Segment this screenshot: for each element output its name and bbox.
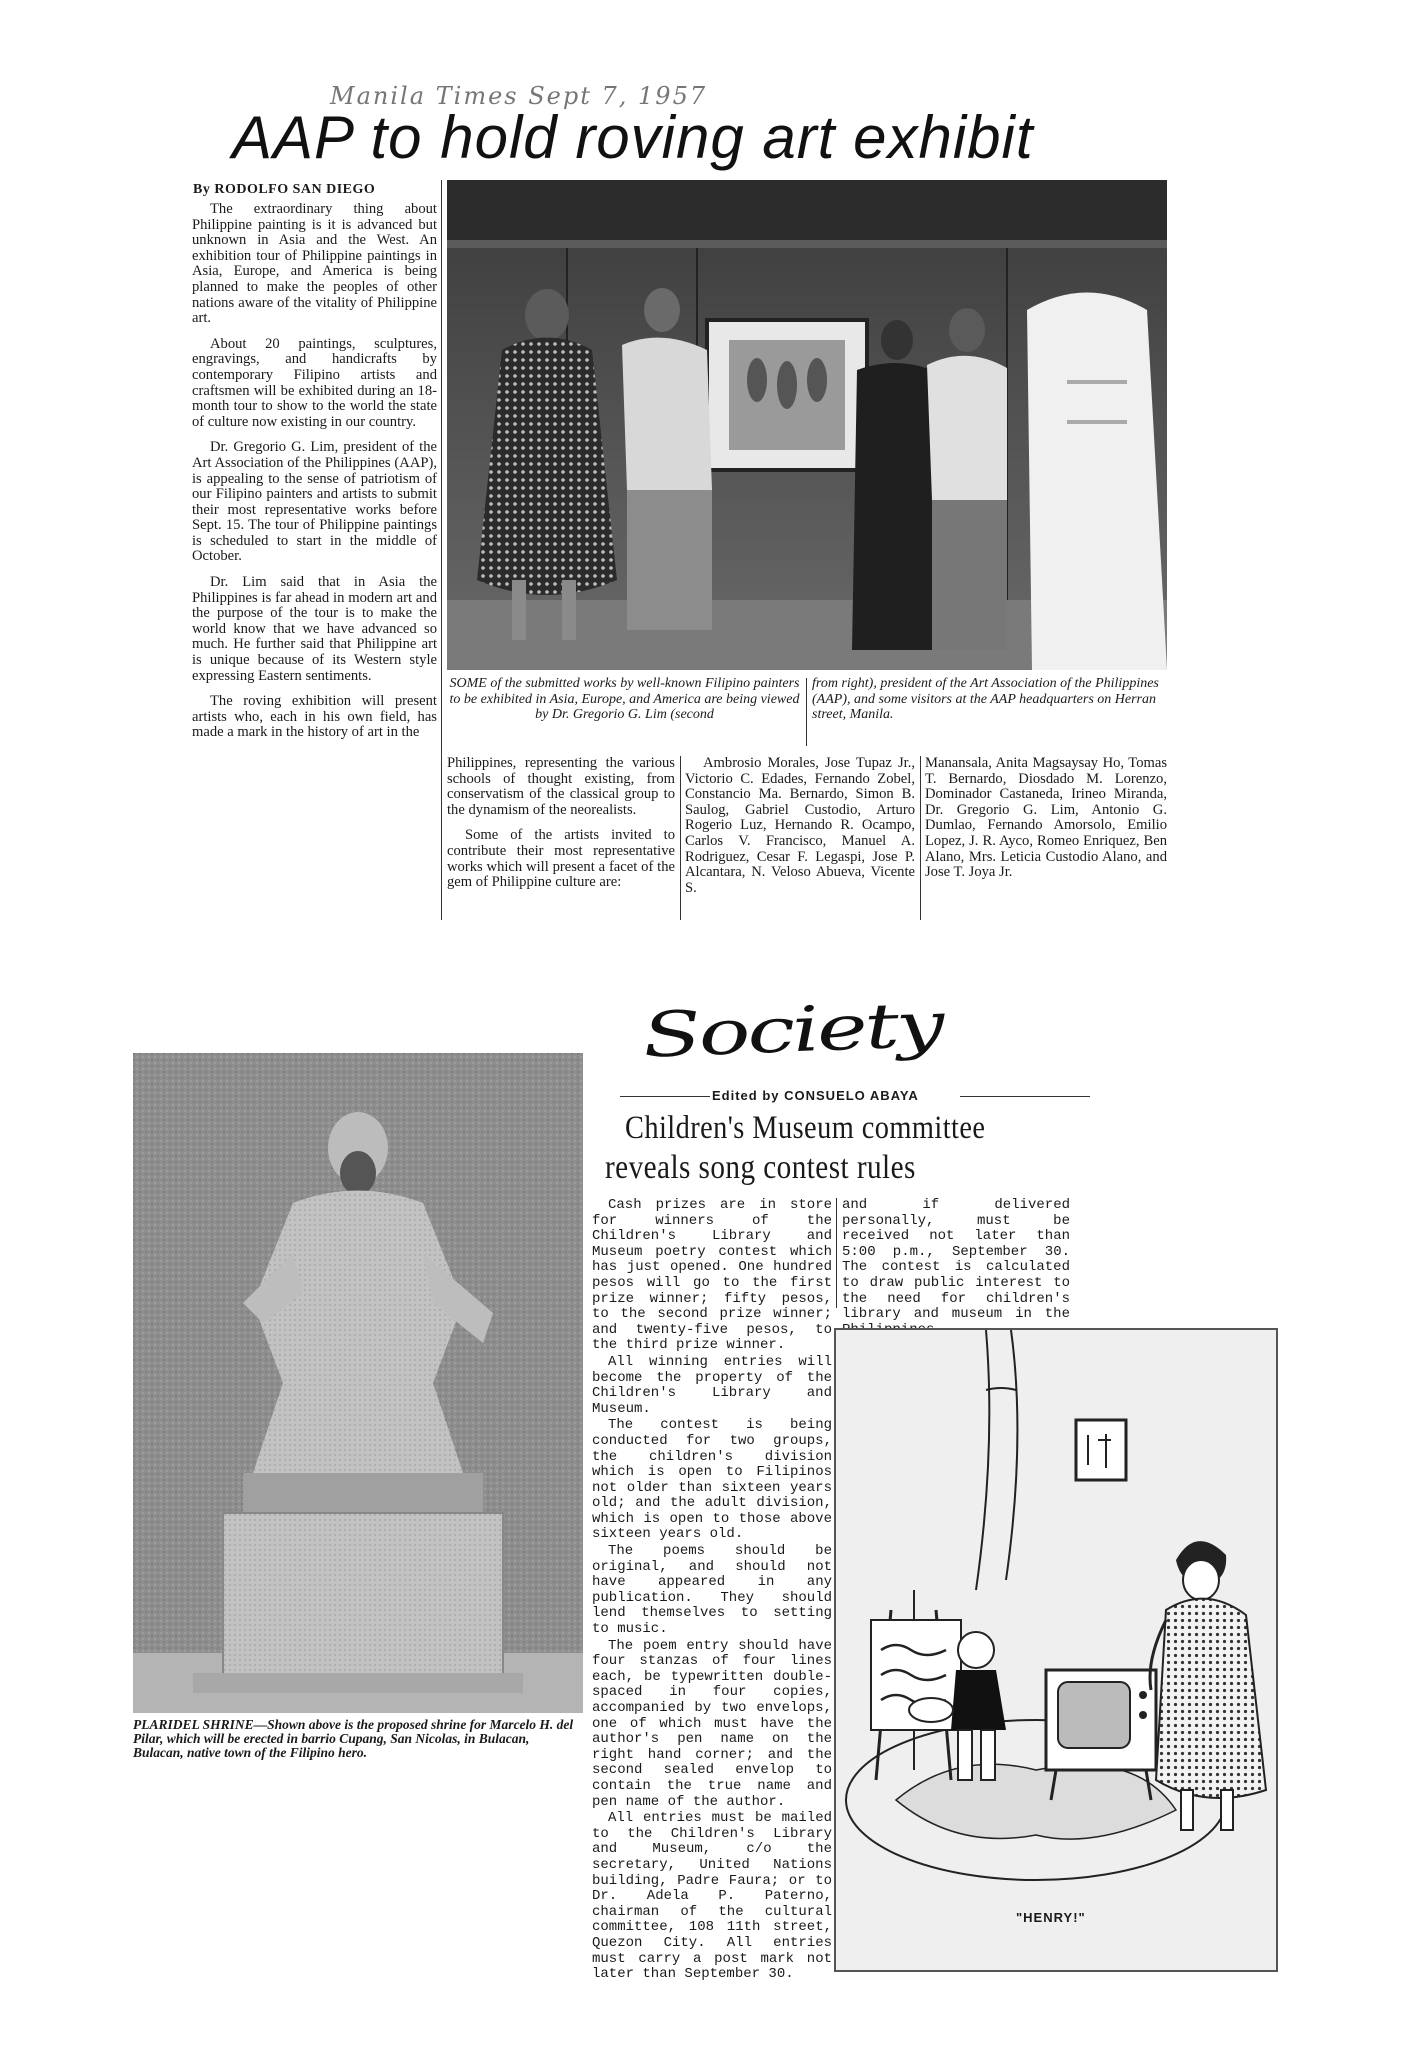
paragraph: About 20 paintings, sculptures, engravings, and handicrafts by contemporary Filipino artists and craftsmen will be exhibited during an 18-month tour to show to the world the state of culture now existing in our country.: [192, 335, 437, 430]
exhibit-photo: [447, 180, 1167, 670]
paragraph: All winning entries will become the property of the Children's Library and Museum.: [592, 1353, 832, 1417]
paragraph: The extraordinary thing about Philippine painting is it is advanced but unknown in Asia and the West. An exhibition tour of Philippine paintings in Asia, Europe, and America is being planned to make the peoples of other nations aware of the vitality of Philippine art.: [192, 201, 437, 327]
paragraph: Dr. Lim said that in Asia the Philippines is far ahead in modern art and the purpose of the tour is to make the world know that we have advanced so much. He further said that Philippine art is unique because of its Western style expressing Eastern sentiments.: [192, 574, 437, 684]
paragraph: Philippines, representing the various schools of thought existing, from conservatism of the classical group to the dynamism of the neorealists.: [447, 755, 675, 818]
photo-caption-left: SOME of the submitted works by well-known Filipino painters to be exhibited in Asia, Europe, and America are being viewed by Dr. Gregorio G. Lim (second: [449, 676, 800, 722]
article-column-1: [192, 202, 437, 751]
edited-rule-left: [620, 1096, 710, 1097]
column-rule: [920, 756, 921, 920]
column-rule: [441, 180, 442, 920]
paragraph: The poem entry should have four stanzas of four lines each, be typewritten double-spaced in four copies, accompanied by two envelops, one of which must have the author's pen name on the right hand corner; and the second sealed envelop to contain the true name and pen name of the author.: [592, 1637, 832, 1810]
plaridel-shrine-photo: [133, 1053, 583, 1713]
contest-column-2: [842, 1198, 1070, 1339]
column-rule: [680, 756, 681, 920]
exhibit-photo-illustration: [447, 180, 1167, 670]
headline: AAP to hold roving art exhibit: [232, 104, 1034, 171]
edited-by: Edited by CONSUELO ABAYA: [712, 1088, 919, 1103]
handwritten-note: Manila Times Sept 7, 1957: [330, 82, 708, 110]
paragraph: Ambrosio Morales, Jose Tupaz Jr., Victorio C. Edades, Fernando Zobel, Constancio Ma. Bernardo, Simon B. Saulog, Gabriel Custodio, Arturo Rogerio Luz, Hernando R. Ocampo, Carlos V. Francisco, Manuel A. Rodriguez, Cesar F. Legaspi, Jose P. Alcantara, N. Veloso Abueva, Vicente S.: [685, 755, 915, 896]
edited-rule-right: [960, 1096, 1090, 1097]
artists-list-column-2: [925, 756, 1167, 891]
cartoon-illustration: [836, 1330, 1276, 1970]
cartoon-signature: "HENRY!": [1016, 1910, 1086, 1925]
column-rule: [836, 1198, 837, 1308]
paragraph: Dr. Gregorio G. Lim, president of the Art Association of the Philippines (AAP), is appealing to the sense of patriotism of our Filipino painters and artists to submit their most representative works before Sept. 15. The tour of Philippine paintings is scheduled to start in the middle of October.: [192, 439, 437, 565]
caption-rule: [806, 678, 807, 746]
paragraph: Cash prizes are in store for winners of the Children's Library and Museum poetry contest which has just opened. One hundred pesos will go to the first prize winner; fifty pesos, to the second prize winner; and twenty-five pesos, to the third prize winner.: [592, 1197, 832, 1354]
childrens-museum-headline-1: Children's Museum committee: [625, 1110, 986, 1146]
paragraph: The contest is being conducted for two groups, the children's division which is open to Filipinos not older than sixteen years old; and the adult division, which is open to those above sixteen years old.: [592, 1417, 832, 1543]
paragraph: The poems should be original, and should not have appeared in any publication. They should lend themselves to setting to music.: [592, 1543, 832, 1638]
byline: By RODOLFO SAN DIEGO: [193, 182, 376, 197]
paragraph: Some of the artists invited to contribute their most representative works which will present a facet of the gem of Philippine culture are:: [447, 827, 675, 891]
childrens-museum-headline-2: reveals song contest rules: [605, 1149, 916, 1186]
paragraph: and if delivered personally, must be received not later than 5:00 p.m., September 30. The contest is calculated to draw public interest to the need for children's library and museum in the: [842, 1197, 1070, 1323]
henry-cartoon: [834, 1328, 1278, 1972]
artists-list-column-1: [685, 756, 915, 906]
shrine-caption: PLARIDEL SHRINE—Shown above is the proposed shrine for Marcelo H. del Pilar, which will be erected in barrio Cupang, San Nicolas, in Bulacan, Bulacan, native town of the Filipino hero.: [133, 1717, 574, 1760]
contest-column-1: [592, 1198, 832, 1984]
paragraph: Manansala, Anita Magsaysay Ho, Tomas T. Bernardo, Diosdado M. Lorenzo, Dominador Castaneda, Irineo Miranda, Dr. Gregorio G. Lim, Antonio G. Dumlao, Fernando Amorsolo, Emilio Lopez, J. R. Ayco, Romeo Enriquez, Ben Alano, Mrs. Leticia Custodio Alano, and Jose T. Joya Jr.: [925, 755, 1167, 881]
article-column-2: [447, 756, 675, 901]
society-masthead: Society: [640, 988, 945, 1072]
shrine-photo-illustration: [133, 1053, 583, 1713]
paragraph: The roving exhibition will present artists who, each in his own field, has made a mark in the history of art in the: [192, 693, 437, 741]
photo-caption-right: from right), president of the Art Association of the Philippines (AAP), and some visitors at the AAP headquarters on Herran street, Manila.: [812, 676, 1159, 722]
paragraph: All entries must be mailed to the Children's Library and Museum, c/o the secretary, United Nations building, Padre Faura; or to Dr. Adela P. Paterno, chairman of the cultural committee, 108 11th street, Quezon City. All entries must carry a post mark not later than September 30.: [592, 1810, 832, 1983]
